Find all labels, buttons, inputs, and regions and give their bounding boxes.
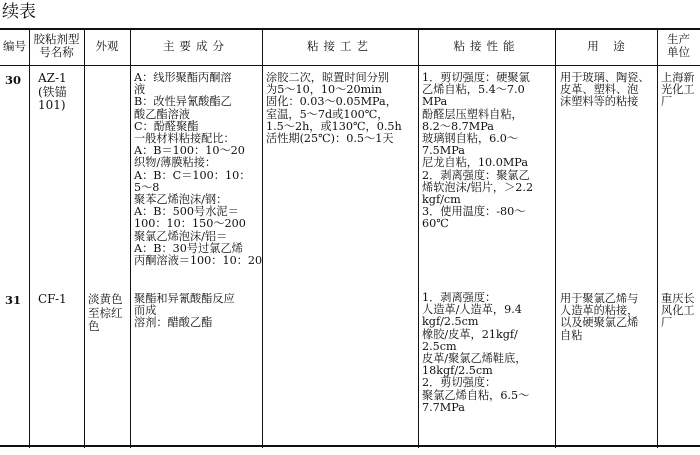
application: 用于聚氯乙烯与 人造革的粘接， 以及硬聚氯乙烯 自粘: [560, 293, 639, 342]
bonding-properties: 1．剥离强度： 人造革/人造革，9.4 kgf/2.5cm 橡胶/皮革，21kgf/ 2.5cm 皮革/聚氯乙烯鞋底， 18kgf/2.5cm 2．剪切强度： 聚氯乙烯自粘，6.5～ 7.7MPa: [422, 292, 530, 414]
column-divider: [555, 28, 556, 448]
application: 用于玻璃、陶瓷、 皮革、塑料、泡 沫塑料等的粘接: [560, 72, 650, 109]
header-no: 编号: [3, 40, 26, 53]
bonding-process: 涂胶二次，晾置时间分别 为5～10，10～20min 固化：0.03～0.05MPa， 室温，5～7d或100℃， 1.5～2h，或130℃，0.5h 活性期(25℃)：0.5～1天: [266, 72, 402, 146]
column-divider: [418, 28, 419, 448]
adhesive-table: [0, 28, 700, 448]
header-model: 胶粘剂型 号名称: [33, 33, 80, 58]
main-components: 聚酯和异氰酸酯反应 而成 溶剂：醋酸乙酯: [134, 293, 235, 330]
row-number: 30: [5, 73, 22, 87]
header-rule: [0, 65, 700, 66]
column-divider: [29, 28, 30, 448]
header-process: 粘接工艺: [307, 40, 373, 53]
bottom-rule: [0, 445, 700, 447]
top-rule: [0, 28, 700, 30]
main-components: A：线形聚酯丙酮溶 液 B：改性异氰酸酯乙 酸乙酯溶液 C：酚醛聚酯 一般材料粘接配比： A：B＝100：10～20 织物/薄膜粘接： A：B：C＝100：10： 5～8 聚苯乙烯泡沫/钢： A：B：500号水泥＝ 100：10：150～200 聚氯乙烯泡沫/铝＝ A：B：30号过氯乙烯 丙酮溶液＝100：10：20: [134, 72, 262, 268]
manufacturer: 重庆长 风化工 厂: [661, 293, 695, 330]
appearance: 淡黄色 至棕红 色: [88, 293, 123, 333]
header-maker: 生产 单位: [667, 33, 690, 58]
model-name: AZ-1 (铁锚 101): [38, 72, 67, 112]
header-components: 主要成分: [163, 40, 229, 53]
header-appearance: 外观: [95, 40, 119, 53]
row-number: 31: [5, 293, 22, 307]
column-divider: [130, 28, 131, 448]
header-use: 用 途: [587, 40, 625, 53]
manufacturer: 上海新 光化工 厂: [661, 72, 695, 109]
bonding-properties: 1．剪切强度：硬聚氯 乙烯自粘，5.4～7.0 MPa 酚醛层压塑料自粘， 8.2～8.7MPa 玻璃钢自粘，6.0～ 7.5MPa 尼龙自粘，10.0MPa 2．剥离强度：聚氯乙 烯软泡沫/铝片，＞2.2 kgf/cm 3．使用温度：-80～ 60℃: [422, 72, 534, 231]
header-properties: 粘接性能: [453, 40, 520, 53]
table-caption: 续表: [2, 2, 36, 22]
column-divider: [262, 28, 263, 448]
column-divider: [84, 28, 85, 448]
model-name: CF-1: [38, 293, 67, 306]
column-divider: [657, 28, 658, 448]
